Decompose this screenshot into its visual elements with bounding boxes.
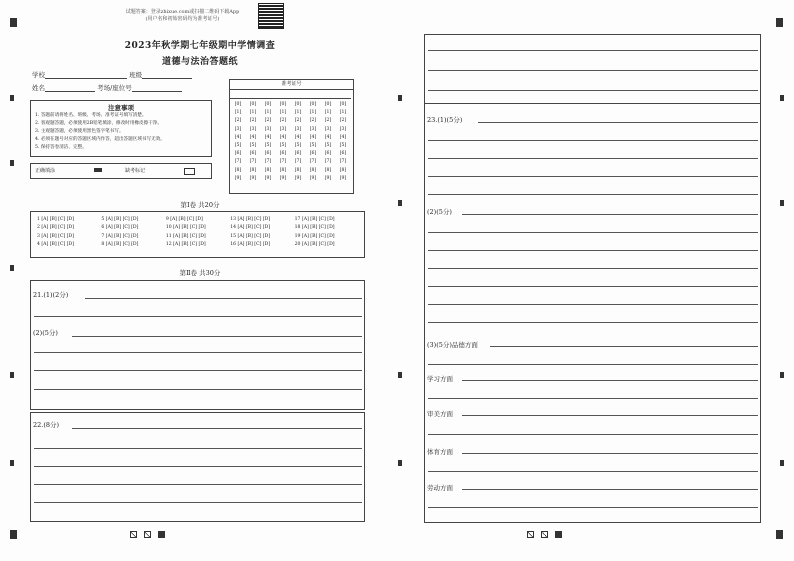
answer-line[interactable] [428,471,758,472]
choice-item[interactable]: 14 [A] [B] [C] [D] [230,225,271,231]
exam-id-bubble[interactable]: [2] [309,118,317,124]
exam-id-bubble[interactable]: [2] [264,118,272,124]
exam-id-bubble[interactable]: [4] [249,134,257,140]
exam-id-bubble[interactable]: [9] [249,175,257,181]
choice-item[interactable]: 10 [A] [B] [C] [D] [165,225,206,231]
exam-id-bubble[interactable]: [5] [249,143,257,149]
answer-line[interactable] [34,389,362,390]
answer-line[interactable] [428,398,758,399]
exam-id-bubble[interactable]: [5] [234,143,242,149]
missing-label: 缺考标记 [125,168,146,174]
exam-id-grid[interactable] [232,101,349,183]
fill-example-box [30,163,212,179]
answer-line[interactable] [428,90,758,91]
exam-id-bubble[interactable]: [9] [234,175,242,181]
answer-line[interactable] [478,122,758,123]
choice-item[interactable]: 15 [A] [B] [C] [D] [230,233,271,239]
answer-line[interactable] [428,507,758,508]
right-top-box [424,34,761,104]
exam-id-bubble[interactable]: [5] [264,143,272,149]
exam-id-bubble[interactable]: [3] [264,126,272,132]
choice-item[interactable]: 20 [A] [B] [C] [D] [294,242,335,248]
side-mark [10,372,14,378]
answer-line[interactable] [462,415,758,416]
choice-item[interactable]: 6 [A] [B] [C] [D] [101,225,139,231]
registration-mark-bl [10,530,17,539]
answer-line[interactable] [34,316,362,317]
exam-id-bubble[interactable]: [5] [324,143,332,149]
exam-id-bubble[interactable]: [2] [294,118,302,124]
exam-id-bubble[interactable]: [4] [294,134,302,140]
answer-line[interactable] [85,298,362,299]
fill-example-label: 正确填涂 [35,168,56,174]
exam-id-bubble[interactable]: [5] [279,143,287,149]
registration-mark-br [776,530,783,539]
exam-id-bubble[interactable]: [3] [324,126,332,132]
notice-item: 3. 主观题答题，必须使用黑色签字笔书写。 [35,129,124,134]
class-label: 班级 [129,71,143,79]
exam-id-bubble[interactable]: [6] [264,151,272,157]
exam-id-bubble[interactable]: [1] [294,110,302,116]
exam-id-bubble[interactable]: [0] [294,102,302,107]
choice-item[interactable]: 18 [A] [B] [C] [D] [294,225,335,231]
exam-id-bubble[interactable]: [8] [294,167,302,173]
exam-id-bubble[interactable]: [3] [249,126,257,132]
answer-line[interactable] [462,380,758,381]
answer-line[interactable] [34,466,362,467]
exam-id-bubble[interactable]: [0] [309,102,317,107]
exam-id-bubble[interactable]: [5] [339,143,347,149]
missing-checkbox[interactable] [184,168,195,175]
side-mark [398,95,402,101]
notice-item: 1. 答题前请将姓名、班级、考场、准考证号填写清楚。 [35,113,147,118]
exam-id-bubble[interactable]: [4] [339,134,347,140]
exam-id-write-row[interactable] [230,89,351,99]
exam-id-bubble[interactable]: [6] [294,151,302,157]
answer-line[interactable] [72,428,362,429]
side-mark [780,95,784,101]
answer-line[interactable] [428,268,758,269]
answer-line[interactable] [428,70,758,71]
exam-id-bubble[interactable]: [8] [249,167,257,173]
choice-row [37,216,359,224]
exam-id-bubble[interactable]: [0] [264,102,272,107]
answer-line[interactable] [462,214,758,215]
exam-id-bubble[interactable]: [4] [234,134,242,140]
exam-id-bubble[interactable]: [3] [309,126,317,132]
exam-id-bubble[interactable]: [6] [234,151,242,157]
choice-item[interactable]: 16 [A] [B] [C] [D] [230,242,271,248]
exam-id-bubble[interactable]: [2] [324,118,332,124]
exam-id-bubble[interactable]: [7] [279,159,287,165]
choice-item[interactable]: 3 [A] [B] [C] [D] [37,233,74,239]
answer-line[interactable] [428,286,758,287]
choice-item[interactable]: 1 [A] [B] [C] [D] [37,217,74,222]
exam-id-bubble[interactable]: [7] [264,159,272,165]
page-mark [130,531,137,538]
side-mark [10,160,14,166]
answer-line[interactable] [428,304,758,305]
exam-id-header: 准考证号 [230,80,353,90]
q23-1-label: 23.(1)(5分) [427,116,463,124]
exam-id-bubble[interactable]: [7] [234,159,242,165]
answer-line[interactable] [428,322,758,323]
exam-id-bubble[interactable]: [5] [309,143,317,149]
sports-label: 体育方面 [427,448,453,456]
page-mark [144,531,151,538]
choice-item[interactable]: 5 [A] [B] [C] [D] [101,217,139,222]
exam-id-bubble[interactable]: [4] [279,134,287,140]
notice-item: 2. 客观题答题，必须使用2B铅笔填涂，修改时用橡皮擦干净。 [35,121,162,126]
notice-item: 4. 必须在题号对应的答题区域内作答，超出答题区域书写无效。 [35,137,165,142]
page-title [90,38,310,67]
notice-item: 5. 保持答卷清洁、完整。 [35,145,87,150]
exam-id-bubble[interactable]: [3] [294,126,302,132]
title-line-2: 道德与法治答题纸 [161,57,238,67]
exam-id-bubble[interactable]: [9] [309,175,317,181]
answer-line[interactable] [428,364,758,365]
exam-id-bubble[interactable]: [7] [324,159,332,165]
side-mark [780,372,784,378]
side-mark [10,265,14,271]
exam-id-bubble[interactable]: [7] [249,159,257,165]
study-label: 学习方面 [427,375,453,383]
exam-id-bubble[interactable]: [6] [279,151,287,157]
q21-1-label: 21.(1)(2分) [33,291,69,299]
school-field[interactable] [45,70,127,79]
school-row [32,70,192,79]
exam-id-bubble[interactable]: [4] [324,134,332,140]
choice-item[interactable]: 2 [A] [B] [C] [D] [37,225,74,231]
choice-row [37,241,359,249]
q21-2-label: (2)(5分) [33,329,58,337]
side-mark [398,372,402,378]
answer-line[interactable] [428,434,758,435]
answer-line[interactable] [428,232,758,233]
q21-box [30,280,365,410]
exam-id-bubble[interactable]: [8] [234,167,242,173]
aesthetic-label: 审美方面 [427,410,453,418]
qr-code [258,3,284,29]
notice-title: 注意事项 [108,104,134,112]
name-label: 姓名 [32,84,45,92]
exam-id-bubble[interactable]: [3] [234,126,242,132]
exam-id-bubble[interactable]: [9] [279,175,287,181]
page-mark [541,531,548,538]
exam-id-bubble[interactable]: [0] [324,102,332,107]
page-mark [555,531,562,538]
exam-id-bubble[interactable]: [7] [294,159,302,165]
exam-id-bubble[interactable]: [1] [339,110,347,116]
answer-line[interactable] [34,448,362,449]
exam-id-bubble[interactable]: [6] [339,151,347,157]
exam-id-bubble[interactable]: [0] [249,102,257,107]
source-line: (用户名和初始密码均为准考证号) [145,16,220,22]
exam-id-bubble[interactable]: [3] [279,126,287,132]
section2-title: 第Ⅱ卷 共30分 [179,269,221,277]
exam-id-bubble[interactable]: [5] [294,143,302,149]
answer-line[interactable] [34,502,362,503]
exam-id-bubble[interactable]: [2] [234,118,242,124]
exam-id-bubble[interactable]: [8] [339,167,347,173]
source-note [110,9,255,23]
exam-id-bubble[interactable]: [4] [309,134,317,140]
choice-row [37,233,359,241]
class-field[interactable] [142,70,192,79]
exam-id-bubble[interactable]: [6] [249,151,257,157]
answer-line[interactable] [428,50,758,51]
side-mark [10,95,14,101]
answer-line[interactable] [428,194,758,195]
answer-line[interactable] [462,453,758,454]
exam-id-bubble[interactable]: [1] [324,110,332,116]
exam-id-bubble[interactable]: [7] [309,159,317,165]
exam-id-bubble[interactable]: [9] [324,175,332,181]
room-label: 考场/座位号 [97,84,132,92]
answer-line[interactable] [428,250,758,251]
page-mark [527,531,534,538]
side-mark [780,460,784,466]
exam-id-bubble[interactable]: [0] [339,102,347,107]
answer-line[interactable] [34,370,362,371]
answer-line[interactable] [428,158,758,159]
choice-item[interactable]: 11 [A] [B] [C] [D] [165,233,206,239]
source-line: 试题答案：登录zhixue.com或扫描二维码下载App [125,9,240,15]
exam-id-bubble[interactable]: [0] [234,102,242,107]
side-mark [398,200,402,206]
choice-item[interactable]: 9 [A] [B] [C] [D] [165,217,203,222]
answer-line[interactable] [462,489,758,490]
q23-2-label: (2)(5分) [427,208,452,216]
choice-item[interactable]: 13 [A] [B] [C] [D] [230,217,271,222]
exam-id-bubble[interactable]: [2] [279,118,287,124]
name-row [32,83,182,92]
exam-id-bubble[interactable]: [8] [324,167,332,173]
choice-box [30,211,365,258]
choice-item[interactable]: 7 [A] [B] [C] [D] [101,233,139,239]
exam-id-bubble[interactable]: [1] [279,110,287,116]
section1-title: 第Ⅰ卷 共20分 [180,201,220,209]
answer-line[interactable] [72,336,362,337]
answer-line[interactable] [428,176,758,177]
exam-id-bubble[interactable]: [3] [339,126,347,132]
choice-grid[interactable] [37,216,359,250]
exam-id-bubble[interactable]: [8] [279,167,287,173]
filled-sample [94,168,102,172]
q23-box [424,103,761,523]
exam-id-bubble[interactable]: [1] [264,110,272,116]
exam-id-bubble[interactable]: [4] [264,134,272,140]
exam-id-bubble[interactable]: [9] [339,175,347,181]
exam-id-bubble[interactable]: [8] [264,167,272,173]
choice-item[interactable]: 12 [A] [B] [C] [D] [165,242,206,248]
exam-id-bubble[interactable]: [1] [309,110,317,116]
exam-id-bubble[interactable]: [9] [264,175,272,181]
page-mark [158,531,165,538]
answer-line[interactable] [490,346,758,347]
exam-id-bubble[interactable]: [6] [324,151,332,157]
q23-3-label: (3)(5分)品德方面 [427,341,478,349]
title-line-1: 2023年秋学期七年级期中学情调查 [124,41,276,51]
side-mark [780,200,784,206]
registration-mark-tl [10,18,17,27]
exam-id-bubble[interactable]: [8] [309,167,317,173]
name-field[interactable] [45,83,95,92]
notice-box [30,100,212,157]
school-label: 学校 [32,71,45,79]
exam-id-bubble[interactable]: [9] [294,175,302,181]
exam-id-bubble[interactable]: [1] [249,110,257,116]
exam-id-bubble[interactable]: [2] [339,118,347,124]
choice-item[interactable]: 17 [A] [B] [C] [D] [294,217,335,222]
registration-mark-tr [776,18,783,27]
exam-id-bubble[interactable]: [1] [234,110,242,116]
room-field[interactable] [132,83,182,92]
labor-label: 劳动方面 [427,484,453,492]
exam-id-bubble[interactable]: [2] [249,118,257,124]
answer-line[interactable] [34,484,362,485]
choice-item[interactable]: 4 [A] [B] [C] [D] [37,242,74,248]
exam-id-bubble[interactable]: [6] [309,151,317,157]
choice-item[interactable]: 19 [A] [B] [C] [D] [294,233,335,239]
exam-id-bubble[interactable]: [0] [279,102,287,107]
side-mark [10,460,14,466]
answer-line[interactable] [428,140,758,141]
choice-row [37,224,359,232]
choice-item[interactable]: 8 [A] [B] [C] [D] [101,242,139,248]
q22-label: 22.(8分) [33,421,60,429]
answer-line[interactable] [34,352,362,353]
exam-id-bubble[interactable]: [7] [339,159,347,165]
side-mark [398,460,402,466]
